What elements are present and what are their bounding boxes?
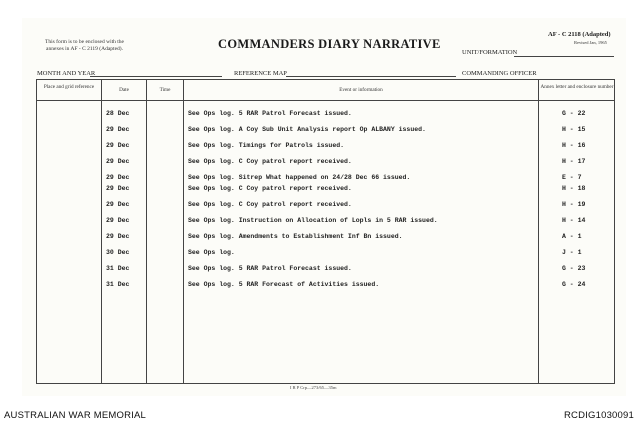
row-annex: H - 18 xyxy=(562,185,586,192)
row-event: See Ops log. Sitrep What happened on 24/28 Dec 66 issued. xyxy=(188,174,411,181)
row-annex: G - 22 xyxy=(562,110,586,117)
printer-imprint: I R P Crp—273/65—35m xyxy=(290,385,337,390)
col-header-event: Event or information xyxy=(339,87,383,93)
month-line xyxy=(90,76,222,77)
col-divider xyxy=(183,79,184,384)
table-bottom-rule xyxy=(36,383,615,384)
header-bottom-rule xyxy=(36,100,615,101)
row-annex: H - 17 xyxy=(562,158,586,165)
row-date: 29 Dec xyxy=(106,185,130,192)
archive-caption: AUSTRALIAN WAR MEMORIAL xyxy=(4,410,147,421)
row-event: See Ops log. 5 RAR Forecast of Activities issued. xyxy=(188,281,380,288)
row-event: See Ops log. Timings for Patrols issued. xyxy=(188,142,345,149)
row-event: See Ops log. C Coy patrol report received. xyxy=(188,158,352,165)
row-date: 29 Dec xyxy=(106,126,130,133)
unit-line xyxy=(514,56,614,57)
map-line xyxy=(286,76,456,77)
row-date: 29 Dec xyxy=(106,174,130,181)
col-divider xyxy=(538,79,539,384)
form-code: AF - C 2118 (Adapted) xyxy=(548,31,611,38)
unit-formation-label: UNIT/FORMATION xyxy=(462,49,518,56)
row-date: 31 Dec xyxy=(106,265,130,272)
row-annex: E - 7 xyxy=(562,174,582,181)
row-annex: H - 19 xyxy=(562,201,586,208)
table-top-rule xyxy=(36,79,615,80)
month-year-label: MONTH AND YEAR xyxy=(37,70,96,77)
row-date: 30 Dec xyxy=(106,249,130,256)
row-annex: H - 14 xyxy=(562,217,586,224)
row-annex: J - 1 xyxy=(562,249,582,256)
row-annex: H - 15 xyxy=(562,126,586,133)
page-title: COMMANDERS DIARY NARRATIVE xyxy=(218,37,441,51)
table-row xyxy=(22,110,626,122)
row-event: See Ops log. 5 RAR Patrol Forecast issued. xyxy=(188,265,352,272)
row-date: 29 Dec xyxy=(106,201,130,208)
col-header-time: Time xyxy=(159,87,171,93)
row-event: See Ops log. C Coy patrol report received. xyxy=(188,185,352,192)
row-date: 29 Dec xyxy=(106,158,130,165)
table-row xyxy=(22,201,626,213)
reference-map-label: REFERENCE MAP xyxy=(234,70,287,77)
table-row xyxy=(22,233,626,245)
row-event: See Ops log. A Coy Sub Unit Analysis report Op ALBANY issued. xyxy=(188,126,426,133)
row-event: See Ops log. 5 RAR Patrol Forecast issued. xyxy=(188,110,352,117)
row-date: 29 Dec xyxy=(106,233,130,240)
col-divider xyxy=(146,79,147,384)
row-date: 31 Dec xyxy=(106,281,130,288)
revised-date: Revised Jan, 1965 xyxy=(574,40,607,45)
table-row xyxy=(22,265,626,277)
row-event: See Ops log. xyxy=(188,249,235,256)
row-date: 29 Dec xyxy=(106,217,130,224)
table-row xyxy=(22,158,626,170)
row-event: See Ops log. C Coy patrol report received. xyxy=(188,201,352,208)
row-annex: H - 16 xyxy=(562,142,586,149)
table-row xyxy=(22,185,626,197)
row-event: See Ops log. Instruction on Allocation of Lopls in 5 RAR issued. xyxy=(188,217,438,224)
table-right-rule xyxy=(614,79,615,384)
table-row xyxy=(22,217,626,229)
row-annex: G - 23 xyxy=(562,265,586,272)
table-row xyxy=(22,249,626,261)
row-date: 29 Dec xyxy=(106,142,130,149)
diary-sheet xyxy=(22,18,626,396)
row-event: See Ops log. Amendments to Establishment Inf Bn issued. xyxy=(188,233,403,240)
table-row xyxy=(22,281,626,293)
col-header-place: Place and grid reference xyxy=(43,84,95,90)
col-divider xyxy=(101,79,102,384)
table-row xyxy=(22,142,626,154)
col-header-date: Date xyxy=(119,87,129,93)
table-row xyxy=(22,126,626,138)
enclosure-note: This form is to be enclosed with the annexes in AF - C 2119 (Adapted). xyxy=(45,39,124,52)
row-date: 28 Dec xyxy=(106,110,130,117)
row-annex: A - 1 xyxy=(562,233,582,240)
row-annex: G - 24 xyxy=(562,281,586,288)
col-header-annex: Annex letter and enclosure number xyxy=(540,84,614,90)
archive-reference: RCDIG1030091 xyxy=(564,410,634,421)
commanding-officer-label: COMMANDING OFFICER xyxy=(462,70,537,77)
table-left-rule xyxy=(36,79,37,384)
